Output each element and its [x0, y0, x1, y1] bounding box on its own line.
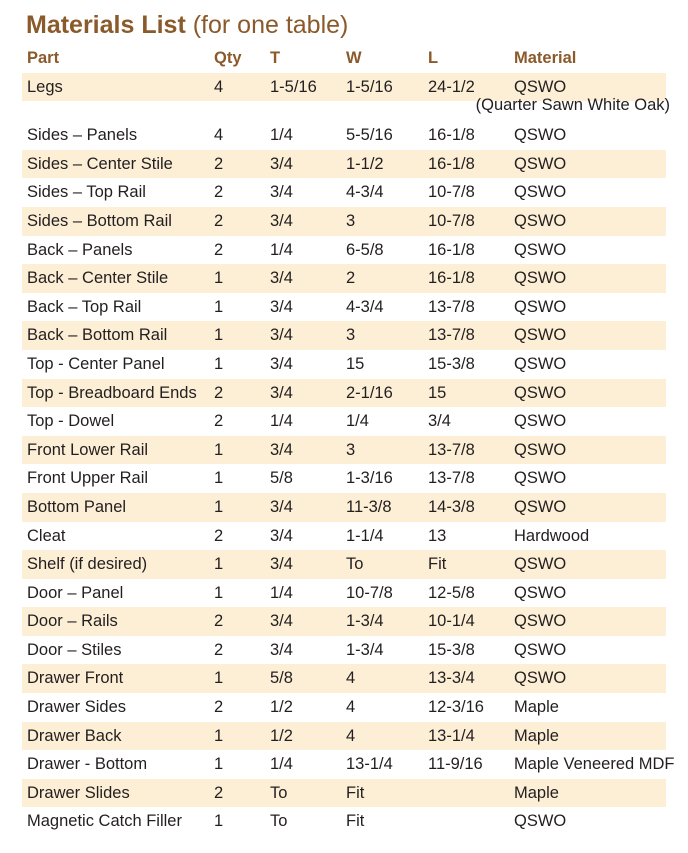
cell-material: QSWO [514, 469, 567, 488]
cell-material: QSWO [514, 555, 567, 574]
cell-qty: 4 [214, 77, 224, 96]
cell-qty: 1 [214, 469, 224, 488]
cell-qty: 2 [214, 183, 224, 202]
cell-length: 15-3/8 [428, 640, 475, 659]
cell-length: 10-7/8 [428, 211, 475, 230]
cell-qty: 1 [214, 326, 224, 345]
cell-qty: 2 [214, 211, 224, 230]
cell-material: QSWO [514, 326, 567, 345]
cell-thickness: 1/4 [270, 583, 293, 602]
cell-thickness: 1/4 [270, 755, 293, 774]
cell-material: QSWO [514, 412, 567, 431]
cell-width: 4 [346, 698, 356, 717]
cell-width: 6-5/8 [346, 240, 384, 259]
cell-thickness: 3/4 [270, 555, 293, 574]
cell-thickness: 1-5/16 [270, 77, 317, 96]
table-row [22, 722, 666, 751]
cell-length: 13 [428, 526, 447, 545]
cell-width: 1-3/4 [346, 612, 384, 631]
cell-part: Drawer Back [27, 726, 122, 745]
cell-length: 24-1/2 [428, 77, 475, 96]
cell-qty: 2 [214, 526, 224, 545]
cell-part: Front Lower Rail [27, 440, 149, 459]
cell-width: 15 [346, 354, 365, 373]
cell-part: Drawer - Bottom [27, 755, 148, 774]
cell-length: 12-5/8 [428, 583, 475, 602]
cell-material: QSWO [514, 612, 567, 631]
cell-qty: 2 [214, 154, 224, 173]
cell-width: To [346, 555, 364, 574]
cell-part: Shelf (if desired) [27, 555, 148, 574]
cell-qty: 1 [214, 354, 224, 373]
header-thickness: T [270, 49, 281, 67]
cell-thickness: 5/8 [270, 669, 293, 688]
cell-qty: 2 [214, 783, 224, 802]
cell-part: Magnetic Catch Filler [27, 812, 182, 831]
cell-length: 16-1/8 [428, 154, 475, 173]
header-length: L [428, 49, 439, 67]
cell-thickness: 3/4 [270, 326, 293, 345]
cell-qty: 2 [214, 612, 224, 631]
cell-part: Top - Breadboard Ends [27, 383, 197, 402]
cell-width: 13-1/4 [346, 755, 393, 774]
cell-material: Maple Veneered MDF [514, 755, 675, 774]
table-row [22, 236, 666, 265]
cell-part: Drawer Front [27, 669, 124, 688]
cell-length: 15-3/8 [428, 354, 475, 373]
cell-length: 16-1/8 [428, 126, 475, 145]
cell-width: 2 [346, 269, 356, 288]
table-row [22, 379, 666, 408]
cell-width: 4 [346, 669, 356, 688]
cell-length: 10-7/8 [428, 183, 475, 202]
cell-length: 12-3/16 [428, 698, 484, 717]
cell-material: QSWO [514, 669, 567, 688]
cell-part: Bottom Panel [27, 497, 127, 516]
cell-width: 1-5/16 [346, 77, 393, 96]
title-main: Materials List [26, 11, 186, 39]
cell-width: 4 [346, 726, 356, 745]
cell-thickness: 1/4 [270, 412, 293, 431]
cell-thickness: 3/4 [270, 297, 293, 316]
cell-material: QSWO [514, 211, 567, 230]
cell-material: QSWO [514, 383, 567, 402]
cell-qty: 2 [214, 240, 224, 259]
cell-width: 3 [346, 440, 356, 459]
cell-part: Sides – Bottom Rail [27, 211, 172, 230]
cell-thickness: To [270, 783, 288, 802]
cell-qty: 1 [214, 726, 224, 745]
cell-part: Sides – Top Rail [27, 183, 146, 202]
cell-length: 3/4 [428, 412, 451, 431]
cell-width: 1-1/2 [346, 154, 384, 173]
cell-length: 10-1/4 [428, 612, 475, 631]
table-row [22, 264, 666, 293]
cell-thickness: 3/4 [270, 269, 293, 288]
cell-thickness: 1/2 [270, 726, 293, 745]
cell-part: Sides – Center Stile [27, 154, 173, 173]
table-row [22, 321, 666, 350]
table-row [22, 207, 666, 236]
cell-qty: 1 [214, 297, 224, 316]
cell-thickness: 3/4 [270, 383, 293, 402]
cell-thickness: 3/4 [270, 612, 293, 631]
cell-thickness: 5/8 [270, 469, 293, 488]
table-row [22, 550, 666, 579]
cell-thickness: 3/4 [270, 183, 293, 202]
cell-width: 4-3/4 [346, 183, 384, 202]
materials-table [22, 44, 675, 836]
cell-length: 13-7/8 [428, 469, 475, 488]
cell-part: Back – Center Stile [27, 269, 169, 288]
cell-part: Top - Dowel [27, 412, 115, 431]
table-row [22, 693, 666, 722]
cell-width: 3 [346, 211, 356, 230]
cell-qty: 1 [214, 583, 224, 602]
table-row [22, 464, 666, 493]
cell-material: QSWO [514, 126, 567, 145]
cell-width: 3 [346, 326, 356, 345]
cell-material: QSWO [514, 640, 567, 659]
cell-qty: 1 [214, 555, 224, 574]
cell-part: Drawer Sides [27, 698, 127, 717]
cell-thickness: 3/4 [270, 154, 293, 173]
cell-qty: 4 [214, 126, 224, 145]
table-row [22, 178, 666, 207]
table-row [22, 664, 666, 693]
cell-qty: 2 [214, 698, 224, 717]
page-title [26, 8, 348, 42]
cell-length: 15 [428, 383, 447, 402]
cell-length: 13-1/4 [428, 726, 475, 745]
cell-part: Front Upper Rail [27, 469, 149, 488]
legs-material-note-row [22, 96, 670, 121]
cell-qty: 1 [214, 812, 224, 831]
cell-length: 13-3/4 [428, 669, 475, 688]
table-row [22, 293, 666, 322]
header-material: Material [514, 49, 577, 67]
cell-material: QSWO [514, 497, 567, 516]
cell-part: Door – Stiles [27, 640, 122, 659]
cell-material: QSWO [514, 154, 567, 173]
table-row [22, 150, 666, 179]
table-row [22, 807, 666, 836]
table-row [22, 407, 666, 436]
table-row [22, 350, 666, 379]
legs-material-note: (Quarter Sawn White Oak) [475, 96, 670, 115]
cell-part: Cleat [27, 526, 66, 545]
cell-qty: 2 [214, 640, 224, 659]
cell-thickness: 3/4 [270, 440, 293, 459]
header-qty: Qty [214, 49, 242, 67]
cell-part: Back – Bottom Rail [27, 326, 168, 345]
cell-width: 10-7/8 [346, 583, 393, 602]
cell-width: 4-3/4 [346, 297, 384, 316]
table-row [22, 493, 666, 522]
cell-thickness: 3/4 [270, 354, 293, 373]
cell-qty: 2 [214, 383, 224, 402]
cell-width: 1-3/4 [346, 640, 384, 659]
cell-thickness: To [270, 812, 288, 831]
table-row [22, 436, 666, 465]
cell-length: 13-7/8 [428, 440, 475, 459]
table-body [22, 73, 675, 836]
cell-part: Back – Panels [27, 240, 133, 259]
cell-material: Hardwood [514, 526, 590, 545]
cell-width: 2-1/16 [346, 383, 393, 402]
header-part: Part [27, 49, 60, 67]
cell-material: QSWO [514, 183, 567, 202]
table-row [22, 750, 675, 779]
cell-width: Fit [346, 783, 365, 802]
cell-thickness: 3/4 [270, 640, 293, 659]
cell-material: Maple [514, 726, 559, 745]
cell-qty: 2 [214, 412, 224, 431]
cell-material: QSWO [514, 297, 567, 316]
title-subtitle: (for one table) [192, 11, 349, 39]
cell-material: Maple [514, 783, 559, 802]
cell-part: Back – Top Rail [27, 297, 142, 316]
cell-material: QSWO [514, 77, 567, 96]
cell-part: Legs [27, 77, 63, 96]
table-row [22, 579, 666, 608]
table-header [22, 44, 666, 73]
cell-length: 14-3/8 [428, 497, 475, 516]
cell-width: 1-1/4 [346, 526, 384, 545]
cell-material: QSWO [514, 269, 567, 288]
table-row [22, 522, 666, 551]
cell-width: 11-3/8 [346, 497, 392, 516]
cell-qty: 1 [214, 440, 224, 459]
cell-width: 5-5/16 [346, 126, 393, 145]
cell-length: 13-7/8 [428, 326, 475, 345]
cell-width: Fit [346, 812, 365, 831]
cell-material: QSWO [514, 583, 567, 602]
cell-qty: 1 [214, 755, 224, 774]
cell-width: 1-3/16 [346, 469, 393, 488]
cell-thickness: 3/4 [270, 211, 293, 230]
table-row [22, 607, 666, 636]
cell-part: Sides – Panels [27, 126, 138, 145]
cell-part: Drawer Slides [27, 783, 130, 802]
cell-material: QSWO [514, 354, 567, 373]
cell-length: Fit [428, 555, 447, 574]
cell-thickness: 1/4 [270, 240, 293, 259]
cell-thickness: 1/2 [270, 698, 293, 717]
cell-thickness: 3/4 [270, 497, 293, 516]
cell-length: 16-1/8 [428, 240, 475, 259]
table-row [22, 779, 666, 808]
cell-part: Top - Center Panel [27, 354, 165, 373]
cell-thickness: 3/4 [270, 526, 293, 545]
cell-part: Door – Panel [27, 583, 124, 602]
table-row [22, 636, 666, 665]
cell-material: Maple [514, 698, 559, 717]
cell-material: QSWO [514, 440, 567, 459]
cell-width: 1/4 [346, 412, 369, 431]
cell-qty: 1 [214, 669, 224, 688]
table-row [22, 121, 666, 150]
cell-length: 13-7/8 [428, 297, 475, 316]
header-width: W [346, 49, 362, 67]
cell-part: Door – Rails [27, 612, 118, 631]
cell-qty: 1 [214, 269, 224, 288]
cell-thickness: 1/4 [270, 126, 293, 145]
cell-length: 11-9/16 [428, 755, 483, 774]
cell-material: QSWO [514, 240, 567, 259]
cell-length: 16-1/8 [428, 269, 475, 288]
cell-material: QSWO [514, 812, 567, 831]
cell-qty: 1 [214, 497, 224, 516]
